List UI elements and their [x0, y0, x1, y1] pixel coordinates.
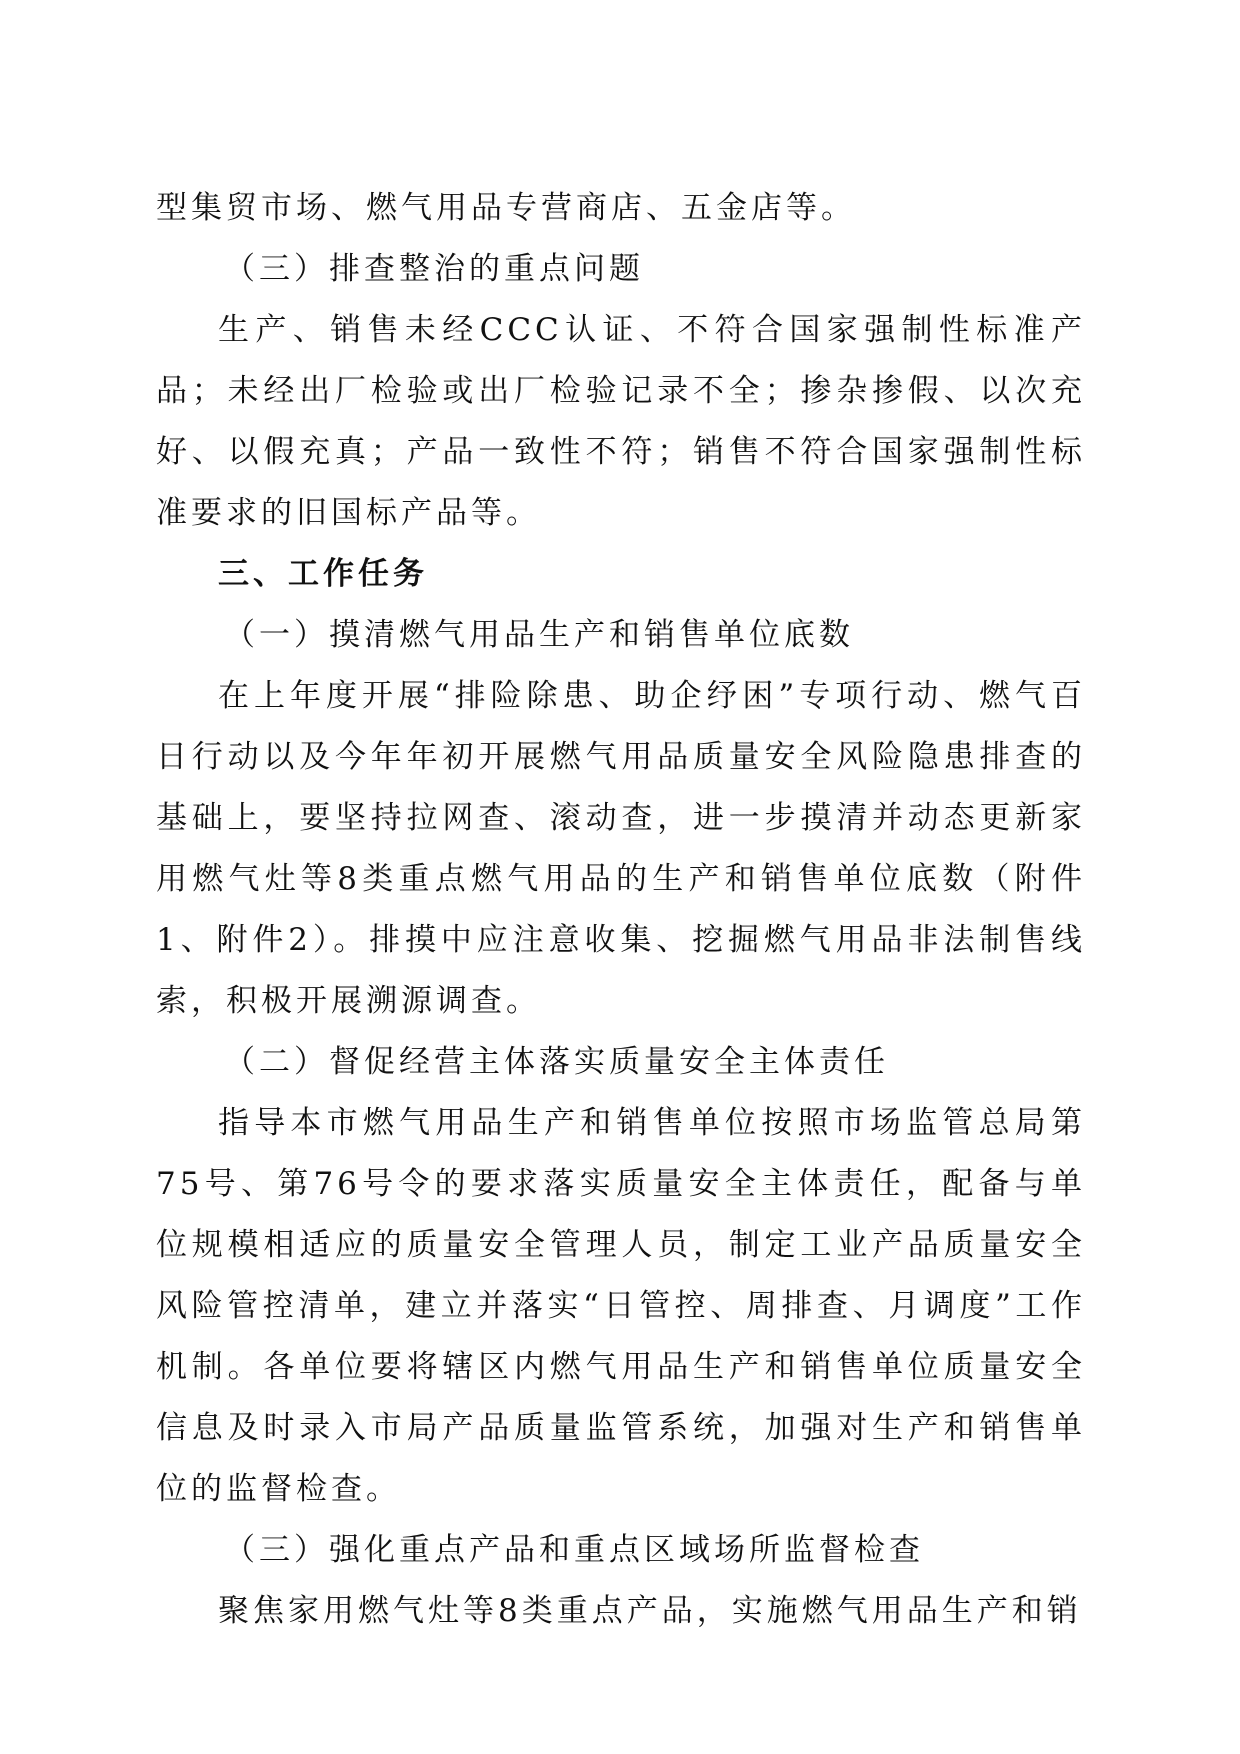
paragraph-task-1: 在上年度开展“排险除患、助企纾困”专项行动、燃气百日行动以及今年年初开展燃气用品质量安全风险隐患排查的基础上，要坚持拉网查、滚动查，进一步摸清并动态更新家用燃气灶等8类重点燃气用品的生产和销售单位底数（附件1、附件2）。排摸中应注意收集、挖掘燃气用品非法制售线索，积极开展溯源调查。	[156, 678, 1086, 1019]
subheading-task-3: （三）强化重点产品和重点区域场所监督检查	[224, 1532, 924, 1568]
subheading-task-2: （二）督促经营主体落实质量安全主体责任	[224, 1044, 889, 1080]
paragraph-continued: 型集贸市场、燃气用品专营商店、五金店等。	[156, 190, 856, 226]
subheading-key-issues: （三）排查整治的重点问题	[224, 251, 644, 287]
document-body	[156, 178, 1086, 1642]
paragraph-key-issues: 生产、销售未经CCC认证、不符合国家强制性标准产品；未经出厂检验或出厂检验记录不全；掺杂掺假、以次充好、以假充真；产品一致性不符；销售不符合国家强制性标准要求的旧国标产品等。	[156, 312, 1086, 531]
subheading-task-1: （一）摸清燃气用品生产和销售单位底数	[224, 617, 854, 653]
paragraph-task-3: 聚焦家用燃气灶等8类重点产品，实施燃气用品生产和销	[218, 1593, 1082, 1629]
section-heading-work-tasks: 三、工作任务	[218, 556, 428, 592]
paragraph-task-2: 指导本市燃气用品生产和销售单位按照市场监管总局第75号、第76号令的要求落实质量安全主体责任，配备与单位规模相适应的质量安全管理人员，制定工业产品质量安全风险管控清单，建立并落实“日管控、周排查、月调度”工作机制。各单位要将辖区内燃气用品生产和销售单位质量安全信息及时录入市局产品质量监管系统，加强对生产和销售单位的监督检查。	[156, 1105, 1086, 1507]
